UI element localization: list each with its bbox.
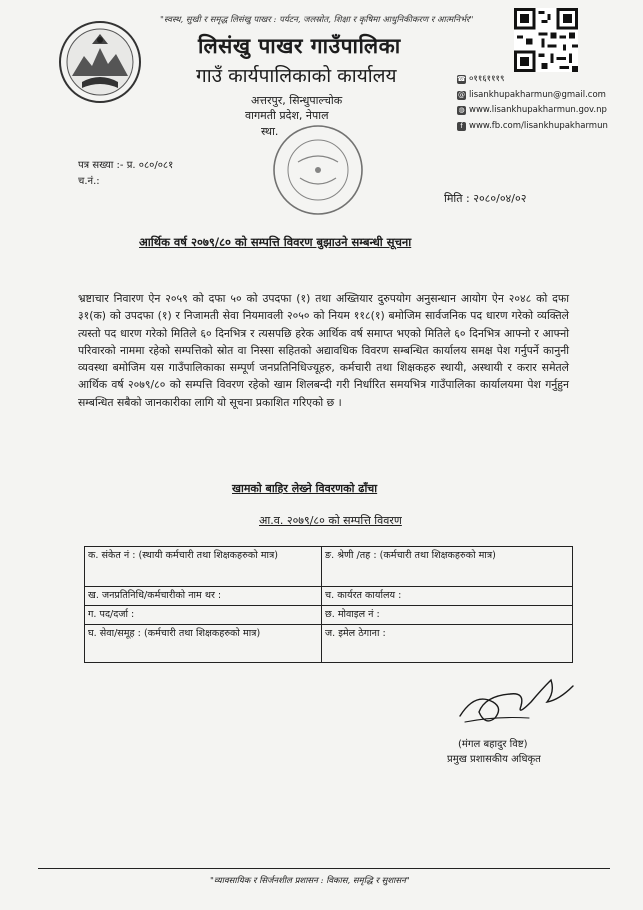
contact-email[interactable]: @ lisankhupakharmun@gmail.com — [458, 89, 606, 100]
contact-website[interactable]: ◍ www.lisankhupakharmun.gov.np — [458, 105, 607, 115]
address-line-2: वागमती प्रदेश, नेपाल — [245, 109, 329, 122]
footer-divider — [38, 868, 610, 869]
contact-facebook[interactable]: f www.fb.com/lisankhupakharmun — [457, 119, 608, 135]
table-row — [85, 625, 573, 663]
signatory-designation: प्रमुख प्रशासकीय अधिकृत — [447, 754, 541, 765]
dispatch-number: च.नं.: — [78, 176, 100, 187]
envelope-format-heading: खामको बाहिर लेख्ने विवरणको ढाँचा — [232, 482, 378, 495]
phone-icon: ☎ — [457, 75, 466, 84]
table-cell: छ. मोवाइल नं : — [322, 606, 573, 625]
table-row — [85, 606, 573, 625]
table-cell: च. कार्यरत कार्यालय : — [322, 587, 573, 606]
envelope-format-subheading: आ.व. २०७९/८० को सम्पत्ति विवरण — [259, 514, 402, 527]
contact-phone: ☎ ०११६१११९ — [457, 74, 505, 84]
table-cell: क. संकेत नं : (स्थायी कर्मचारी तथा शिक्षकहरुको मात्र) — [85, 547, 322, 587]
header-motto: "स्वस्थ, सुखी र समृद्ध लिसंखु पाखर : पर्यटन, जलस्रोत, शिक्षा र कृषिमा आधुनिकीकरण र आत्मनिर्भर" — [160, 15, 474, 25]
globe-icon: ◍ — [458, 106, 465, 115]
letter-number: पत्र सख्या :- प्र. ०८०/०८१ — [78, 160, 174, 171]
place-label: स्था. — [261, 125, 279, 138]
nepal-government-emblem-icon — [58, 20, 142, 104]
contact-info — [457, 72, 608, 134]
table-cell: घ. सेवा/समूह : (कर्मचारी तथा शिक्षकहरुको मात्र) — [85, 625, 322, 663]
email-icon: @ — [458, 90, 465, 99]
table-row — [85, 587, 573, 606]
envelope-format-table — [84, 546, 573, 663]
address-line-1: अत्तरपुर, सिन्धुपाल्चोक — [251, 94, 343, 107]
table-cell: ज. इमेल ठेगाना : — [322, 625, 573, 663]
table-cell: ख. जनप्रतिनिधि/कर्मचारीको नाम थर : — [85, 587, 322, 606]
qr-code-icon — [514, 8, 578, 72]
footer-slogan: "व्यावसायिक र सिर्जनशील प्रशासन : विकास, समृद्धि र सुशासन" — [210, 876, 410, 886]
table-cell: ग. पद/दर्जा : — [85, 606, 322, 625]
table-cell: ङ. श्रेणी /तह : (कर्मचारी तथा शिक्षकहरुको मात्र) — [322, 547, 573, 587]
notice-body: भ्रष्टाचार निवारण ऐन २०५९ को दफा ५० को उपदफा (१) तथा अख्तियार दुरुपयोग अनुसन्धान आयोग ऐन २०४८ को दफा ३१(क) को उपदफा (१) र निजामती सेवा नियमावली २०५० को नियम ११८(१) बमोजिम सार्वजनिक पद धारण गरेको व्यक्तिले त्यस्तो पद धारण गरेको मितिले ६० दिनभित्र र त्यसपछि हरेक आर्थिक वर्ष समाप्त भएको मितिले ६० दिनभित्र आफ्नो र आफ्नो परिवारको नाममा रहेको सम्पत्तिको स्रोत वा निस्सा सहितको अद्यावधिक विवरण सम्बन्धित कार्यालय समक्ष पेश गर्नुपर्ने कानुनी व्यवस्था बमोजिम यस गाउँपालिकाका सम्पूर्ण जनप्रतिनिधिज्यूहरु, कर्मचारी तथा शिक्षकहरु स्थायी, अस्थायी र करार समेतले आर्थिक वर्ष २०७९/८० को सम्पत्ति विवरण रहेको खाम शिलबन्दी गरी निर्धारित समयभित्र गाउँपालिका कार्यालयमा पेश गर्नुहुन सम्बन्धित सबैको जानकारीका लागि यो सूचना प्रकाशित गरिएको छ । — [78, 292, 569, 409]
office-subtitle: गाउँ कार्यपालिकाको कार्यालय — [196, 65, 397, 87]
table-row — [85, 547, 573, 587]
notice-title: आर्थिक वर्ष २०७९/८० को सम्पत्ति विवरण बुझाउने सम्बन्धी सूचना — [139, 235, 412, 249]
facebook-icon: f — [457, 122, 466, 131]
signatory-name: (मंगल बहादुर विष्ट) — [458, 739, 528, 750]
letter-date: मिति : २०८०/०४/०२ — [444, 192, 527, 205]
official-stamp-icon — [268, 120, 368, 220]
office-name: लिसंखु पाखर गाउँपालिका — [198, 33, 401, 58]
signature-icon — [455, 672, 580, 730]
